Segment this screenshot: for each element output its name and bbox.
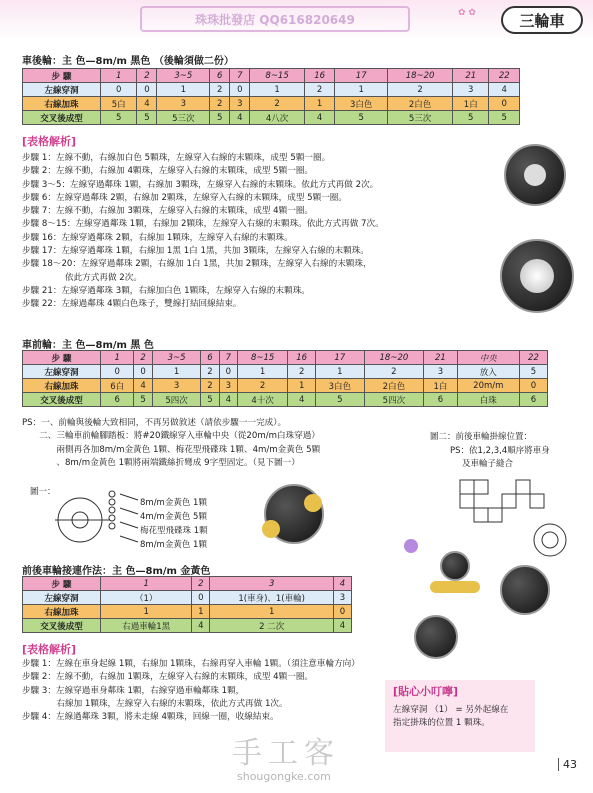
table-row	[23, 379, 548, 393]
connect-table	[22, 576, 352, 633]
table-cell: 1	[157, 83, 210, 97]
text-line: 步驟 16：左線穿過鄰珠 2顆，右線加 1顆珠，左線穿入右線的末顆珠。	[22, 232, 293, 243]
text-line: 步驟 6：左線穿過鄰珠 2顆，右線加 2顆珠，左線穿入右線的末顆珠，成型 5顆一圈。	[22, 192, 347, 203]
table-cell: 3	[219, 379, 237, 393]
table-cell: 5四次	[152, 393, 200, 407]
header-cell: 4	[333, 577, 351, 591]
header-cell: 1	[101, 577, 192, 591]
text-line: 步驟 22：左線過鄰珠 4顆白色珠子，雙線打結回線結束。	[22, 299, 242, 310]
row-label: 右線加珠	[23, 605, 101, 619]
page-number: 43	[558, 758, 577, 771]
table-cell: 2	[201, 379, 219, 393]
table-cell: 5	[134, 393, 152, 407]
header-cell: 步 驟	[23, 351, 101, 365]
table-cell: 5	[210, 111, 230, 125]
table-cell: 1	[192, 605, 210, 619]
text-line: 步驟 18～20：左線穿過鄰珠 2顆，右線加 1白 1黑，共加 2顆珠，左線穿入右線的末顆珠，	[22, 259, 372, 270]
table-cell: （1）	[101, 591, 192, 605]
row-label: 左線穿洞	[23, 83, 101, 97]
table-cell: 0	[333, 605, 351, 619]
header-cell: 3~5	[157, 69, 210, 83]
rear-wheel-photo	[498, 140, 574, 210]
analysis-heading-2: [ 表格解析 ]	[22, 641, 76, 657]
table-cell: 5	[453, 111, 489, 125]
table-cell: 6	[101, 393, 134, 407]
row-label: 交叉後成型	[23, 619, 101, 633]
table-cell: 5四次	[364, 393, 424, 407]
table-header-row	[23, 577, 352, 591]
header-cell: 7	[230, 69, 250, 83]
header-cell: 6	[210, 69, 230, 83]
tip-line-2: 指定掛珠的位置 1 顆珠。	[393, 718, 490, 728]
ps-notes	[22, 417, 320, 470]
text-line: 兩側再各加8m/m金黃色 1顆、梅花型飛碟珠 1顆、4m/m金黃色 5顆	[22, 444, 321, 455]
table-cell: 0	[134, 365, 152, 379]
table-cell: 1	[152, 365, 200, 379]
table-cell: 1	[316, 365, 364, 379]
table-cell: 0	[219, 365, 237, 379]
table-cell: 5	[137, 111, 157, 125]
watermark-stamp: 珠珠批發店 QQ616820649	[140, 6, 410, 32]
rear-wheel-photo-2	[496, 235, 578, 317]
table-cell: 0	[489, 97, 520, 111]
row-label: 左線穿洞	[23, 591, 101, 605]
table-cell: 4八次	[250, 111, 305, 125]
table-cell: 1	[304, 97, 334, 111]
table-cell: 1	[210, 605, 334, 619]
text-line: 步驟 1：左線不動，右線加白色 5顆珠，左線穿入右線的末顆珠，成型 5顆一圈。	[22, 153, 331, 163]
text-line: 步驟 7：左線不動，右線加 3顆珠，左線穿入右線的末顆珠，成型 4顆一圈。	[22, 206, 314, 217]
text-line: 步驟 3：左線穿過車身鄰珠 1顆，右線穿過車輪鄰珠 1顆，	[22, 685, 245, 696]
table-cell: 5	[316, 393, 364, 407]
table-cell: 3白色	[316, 379, 364, 393]
site-logo: 手工客	[232, 736, 340, 771]
front-wheel-caption: 車前輪：主 色—8m/m 黑 色	[22, 340, 154, 351]
header-cell: 2	[192, 577, 210, 591]
table-cell: 3	[157, 97, 210, 111]
table-row	[23, 619, 352, 633]
fig1-title: 圖一：	[30, 487, 56, 497]
row-label: 右線加珠	[23, 379, 101, 393]
table-cell: 0	[101, 83, 137, 97]
table-row	[23, 365, 548, 379]
table-cell: 4十次	[238, 393, 288, 407]
text-line: 步驟 4：左線過鄰珠 3顆，將未走線 4顆珠，回線一圈，收線結束。	[22, 712, 279, 723]
table-cell: 4	[230, 111, 250, 125]
header-cell: 6	[201, 351, 219, 365]
table-cell: 1	[288, 379, 316, 393]
text-line: 步驟 21：左線穿過鄰珠 3顆，右線加白色 1顆珠，左線穿入右線的末顆珠。	[22, 285, 310, 296]
text-line: 、8m/m金黃色 1顆將兩端鐵絲折彎成 9字型固定。（見下圖一）	[22, 457, 300, 468]
table-cell: 放入	[457, 365, 519, 379]
analysis-heading: [ 表格解析 ]	[22, 133, 76, 149]
table-cell: 5	[335, 111, 388, 125]
text-line: 8m/m金黃色 1顆	[140, 540, 207, 550]
table-cell: 4	[134, 379, 152, 393]
table-cell: 1	[335, 83, 388, 97]
table-cell: 5	[519, 365, 547, 379]
table-cell: 5	[201, 393, 219, 407]
pedal-photo	[260, 480, 330, 550]
header-cell: 步 驟	[23, 69, 101, 83]
text-line: 步驟 8～15：左線穿過鄰珠 1顆，右線加 2顆珠，左線穿入右線的末顆珠。依此方式再做 7次。	[22, 219, 384, 230]
header-cell: 7	[219, 351, 237, 365]
table-cell: 2	[364, 365, 424, 379]
table-row	[23, 111, 520, 125]
table-cell: 2	[210, 83, 230, 97]
table-cell: 5三次	[388, 111, 453, 125]
table-cell: 0	[519, 379, 547, 393]
table-cell: 2	[238, 379, 288, 393]
table-cell: 1白	[424, 379, 457, 393]
header-cell: 2	[134, 351, 152, 365]
table-cell: 3	[333, 591, 351, 605]
table-cell: 0	[192, 591, 210, 605]
table-cell: 2	[388, 83, 453, 97]
front-wheel-table	[22, 350, 548, 407]
decorative-dots: ✿ ✿	[458, 8, 476, 18]
fig1-labels	[140, 496, 208, 552]
page-title: 三輪車	[501, 6, 583, 34]
table-cell: 6	[519, 393, 547, 407]
rear-wheel-table	[22, 68, 520, 125]
site-url: shougongke.com	[237, 770, 331, 783]
table-cell: 6白	[101, 379, 134, 393]
header-cell: 22	[489, 69, 520, 83]
text-line: 步驟 3～5：左線穿過鄰珠 1顆，右線加 3顆珠，左線穿入右線的末顆珠。依此方式再做 2次。	[22, 179, 379, 190]
header-cell: 3~5	[152, 351, 200, 365]
table-cell: 2白色	[388, 97, 453, 111]
connect-caption: 前後車輪接連作法：主 色—8m/m 金黃色	[22, 566, 211, 577]
row-label: 右線加珠	[23, 97, 101, 111]
connect-steps	[22, 658, 360, 724]
table-row	[23, 83, 520, 97]
table-cell: 1(車身)、1(車輪)	[210, 591, 334, 605]
table-cell: 0	[230, 83, 250, 97]
table-cell: 4	[219, 393, 237, 407]
table-cell: 3	[230, 97, 250, 111]
table-cell: 0	[137, 83, 157, 97]
table-cell: 4	[288, 393, 316, 407]
header-cell: 步 驟	[23, 577, 101, 591]
text-line: 二、三輪車前輪腳踏板：將#20鐵線穿入車輪中央（從20m/m白珠穿過）	[22, 431, 320, 442]
row-label: 交叉後成型	[23, 393, 101, 407]
text-line: 依此方式再做 2次。	[22, 272, 142, 283]
table-cell: 2	[304, 83, 334, 97]
fig2-note2: 及車輪子縫合	[462, 459, 514, 469]
header-cell: 1	[101, 351, 134, 365]
table-cell: 右過車輪1黑	[101, 619, 192, 633]
tip-text	[393, 704, 508, 730]
text-line: 梅花型飛碟珠 1顆	[140, 526, 208, 536]
header-cell: 中央	[457, 351, 519, 365]
header-cell: 17	[316, 351, 364, 365]
table-cell: 3	[152, 379, 200, 393]
header-cell: 17	[335, 69, 388, 83]
header-cell: 8~15	[238, 351, 288, 365]
table-cell: 5三次	[157, 111, 210, 125]
fig2-title: 圖二：前後車輪掛線位置：	[430, 432, 533, 442]
header-cell: 8~15	[250, 69, 305, 83]
text-line: 右線加 1顆珠，左線穿入右線的末顆珠，依此方式再做 1次。	[22, 698, 288, 709]
text-line: PS：一、前輪與後輪大致相同，不再另做敘述（請依步驟一一完成）。	[22, 418, 287, 428]
table-cell: 5	[101, 111, 137, 125]
tip-line-1: 左線穿洞 （1） = 另外起線在	[393, 705, 509, 715]
table-cell: 2白色	[364, 379, 424, 393]
table-cell: 2	[250, 97, 305, 111]
rear-steps	[22, 152, 384, 312]
table-cell: 2	[210, 97, 230, 111]
table-cell: 白珠	[457, 393, 519, 407]
table-cell: 3	[453, 83, 489, 97]
table-cell: 5白	[101, 97, 137, 111]
tricycle-photo	[400, 535, 580, 665]
table-row	[23, 605, 352, 619]
header-cell: 3	[210, 577, 334, 591]
table-cell: 20m/m	[457, 379, 519, 393]
text-line: 步驟 2：左線不動，右線加 4顆珠，左線穿入右線的末顆珠，成型 5顆一圈。	[22, 166, 314, 177]
text-line: 步驟 2：左線不動，右線加 1顆珠，左線穿入右線的末顆珠，成型 4顆一圈。	[22, 672, 314, 683]
row-label: 交叉後成型	[23, 111, 101, 125]
row-label: 左線穿洞	[23, 365, 101, 379]
header-cell: 16	[288, 351, 316, 365]
header-cell: 2	[137, 69, 157, 83]
table-cell: 3白色	[335, 97, 388, 111]
table-cell: 4	[489, 83, 520, 97]
table-cell: 0	[101, 365, 134, 379]
table-cell: 4	[333, 619, 351, 633]
table-cell: 4	[192, 619, 210, 633]
table-cell: 4	[137, 97, 157, 111]
tip-heading: [貼心小叮嚀]	[393, 685, 459, 698]
table-cell: 2 二次	[210, 619, 334, 633]
text-line: 4m/m金黃色 5顆	[140, 512, 207, 522]
table-cell: 3	[424, 365, 457, 379]
table-cell: 5	[489, 111, 520, 125]
table-cell: 2	[201, 365, 219, 379]
table-cell: 4	[304, 111, 334, 125]
text-line: 步驟 1：左線在車身起線 1顆，右線加 1顆珠，右線再穿入車輪 1顆。（須注意車輪方向）	[22, 659, 360, 669]
header-cell: 16	[304, 69, 334, 83]
header-cell: 18~20	[388, 69, 453, 83]
fig2-note1: PS：依1,2,3,4順序將車身	[450, 446, 550, 456]
table-cell: 1	[101, 605, 192, 619]
text-line: 步驟 17：左線穿過鄰珠 1顆，右線加 1黑 1白 1黑，共加 3顆珠，左線穿入右線的末顆珠。	[22, 246, 369, 257]
table-header-row	[23, 351, 548, 365]
header-cell: 1	[101, 69, 137, 83]
table-row	[23, 591, 352, 605]
header-cell: 18~20	[364, 351, 424, 365]
table-row	[23, 97, 520, 111]
table-cell: 1白	[453, 97, 489, 111]
table-cell: 1	[250, 83, 305, 97]
table-row	[23, 393, 548, 407]
text-line: 8m/m金黃色 1顆	[140, 498, 207, 508]
table-cell: 6	[424, 393, 457, 407]
header-cell: 21	[424, 351, 457, 365]
table-cell: 2	[288, 365, 316, 379]
table-header-row	[23, 69, 520, 83]
table-cell: 1	[238, 365, 288, 379]
header-cell: 21	[453, 69, 489, 83]
rear-wheel-caption: 車後輪：主 色—8m/m 黑色 （後輪須做二份）	[22, 56, 234, 67]
header-cell: 22	[519, 351, 547, 365]
